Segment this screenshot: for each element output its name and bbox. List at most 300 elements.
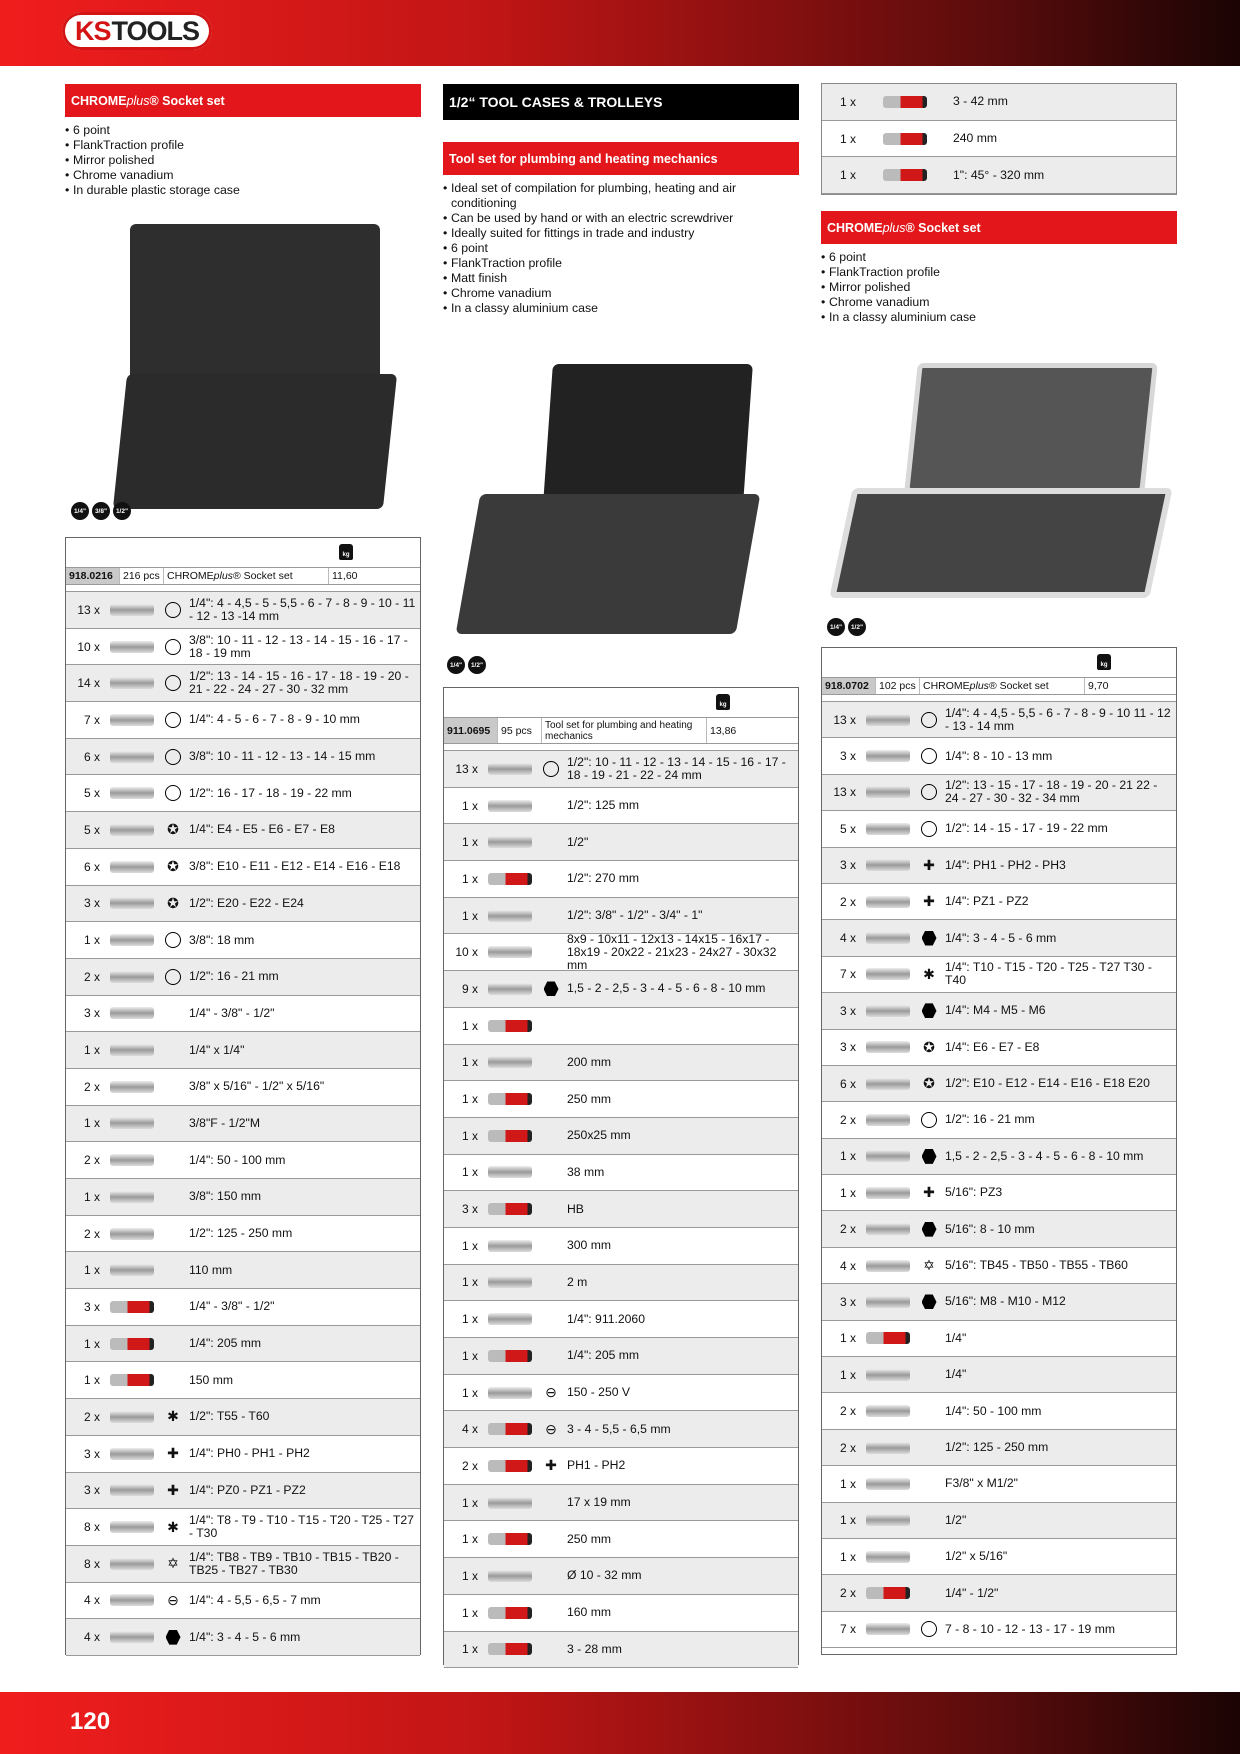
item-description: 5/16": TB45 - TB50 - TB55 - TB60 [945,1258,1128,1273]
table-row [66,812,420,849]
quantity: 5 x [839,821,856,836]
quantity: 3 x [839,1040,856,1055]
table-row [822,1175,1176,1211]
quantity: 2 x [839,1112,856,1127]
logo-tools: TOOLS [111,15,200,46]
tool-image [860,920,916,955]
table-row [822,1284,1176,1320]
tool-image [860,1357,916,1392]
feature-item: • Ideal set of compilation for plumbing, heating and air conditioning [443,181,799,211]
table-row [444,861,798,898]
quantity: 9 x [461,981,478,996]
article-number: 918.0216 [66,568,120,584]
item-description: 1/2" x 5/16" [945,1549,1008,1564]
tool-image [482,1558,538,1594]
profile-icon [916,1112,942,1128]
quantity: 3 x [83,1006,100,1021]
item-description: 1/4" - 3/8" - 1/2" [189,1005,275,1020]
profile-icon: ✪ [167,858,179,875]
table-row [822,1139,1176,1175]
tool-image [104,739,160,775]
quantity: 1 x [839,168,856,183]
tool-image [482,1338,538,1374]
tool-image [482,898,538,934]
tool-image [860,157,950,193]
product-table-918-0702 [821,647,1177,1655]
quantity: 3 x [839,858,856,873]
section-banner [65,84,421,117]
tool-image [104,1032,160,1068]
banner-brand: CHROME [71,93,127,108]
item-description: 250 mm [567,1091,612,1106]
table-header [444,688,798,718]
table-row [444,1191,798,1228]
profile-icon [916,1149,942,1164]
tool-image [860,1503,916,1538]
drive-badge: 1/2" [848,618,866,636]
table-row [444,1448,798,1485]
table-row [444,1228,798,1265]
item-description: 1/4": 205 mm [189,1336,262,1351]
tool-image [482,1228,538,1264]
quantity: 1 x [83,1043,100,1058]
tool-image [482,1191,538,1227]
table-row [66,959,420,996]
quantity: 1 x [461,835,478,850]
item-description: 1/2" [567,834,589,849]
quantity: 10 x [455,945,478,960]
table-row [66,996,420,1033]
tool-image [104,1473,160,1509]
table-row [66,1216,420,1253]
drive-badge: 1/2" [113,502,131,520]
table-row [66,1509,420,1546]
profile-icon: ✡ [923,1257,935,1274]
tool-image [860,1175,916,1210]
quantity: 3 x [461,1202,478,1217]
item-description: 1/4": 4 - 4,5 - 5 - 5,5 - 6 - 7 - 8 - 9 - 10 - 11 - 12 - 13 -14 mm [189,595,416,623]
item-description: 38 mm [567,1164,605,1179]
item-description: 1/4": PZ0 - PZ1 - PZ2 [189,1482,306,1497]
profile-icon [160,749,186,765]
profile-icon: ✚ [923,1184,935,1201]
quantity: 2 x [83,1226,100,1241]
table-row [444,1301,798,1338]
drive-badge: 3/8" [92,502,110,520]
tool-image [482,1521,538,1557]
quantity: 1 x [461,1532,478,1547]
table-row [66,1473,420,1510]
product-photo [120,224,395,514]
column-socket-set-216 [65,84,421,515]
feature-list [821,250,1177,325]
profile-icon: ✡ [167,1555,179,1572]
brand-logo [62,12,212,50]
tool-image [482,1045,538,1081]
profile-icon [916,1621,942,1637]
quantity: 1 x [461,1568,478,1583]
profile-icon [160,932,186,948]
tool-image [482,788,538,824]
tool-image [482,1301,538,1337]
tool-image [860,1139,916,1174]
quantity: 6 x [83,859,100,874]
feature-item: • In a classy aluminium case [821,310,1177,325]
tool-image [860,1612,916,1647]
quantity: 6 x [839,1076,856,1091]
item-description: 160 mm [567,1605,612,1620]
quantity: 7 x [839,967,856,982]
feature-item: • In durable plastic storage case [65,183,421,198]
item-description: 1/4": 4 - 5,5 - 6,5 - 7 mm [189,1592,321,1607]
quantity: 1 x [461,1385,478,1400]
tool-image [104,1436,160,1472]
feature-item: • Chrome vanadium [821,295,1177,310]
tool-image [104,1583,160,1619]
quantity: 1 x [461,1495,478,1510]
continued-rows [821,83,1177,195]
logo-ks: KS [74,15,111,46]
quantity: 1 x [83,1189,100,1204]
item-description: 250 mm [567,1531,612,1546]
profile-icon: ✚ [923,856,935,873]
piece-count: 102 pcs [876,678,920,694]
table-row [66,702,420,739]
tool-image [860,775,916,810]
table-row [66,775,420,812]
weight-value: 13,86 [710,724,737,737]
table-row [444,1595,798,1632]
item-description: 1/4": 3 - 4 - 5 - 6 mm [189,1629,301,1644]
tool-image [860,121,950,157]
table-row [66,665,420,702]
quantity: 1 x [839,1331,856,1346]
item-description: 3/8"F - 1/2"M [189,1115,260,1130]
weight-value: 11,60 [332,570,358,582]
item-description: 8x9 - 10x11 - 12x13 - 14x15 - 16x17 - 18x19 - 20x22 - 21x23 - 24x27 - 30x32 mm [567,931,777,972]
item-description: 300 mm [567,1238,612,1253]
weight-icon: kg [339,544,353,560]
item-description: 1/4" [945,1367,967,1382]
item-description: 150 - 250 V [567,1385,631,1400]
section-banner [821,211,1177,244]
tool-image [104,886,160,922]
quantity: 1 x [461,798,478,813]
item-description: 5/16": M8 - M10 - M12 [945,1294,1066,1309]
table-row [822,121,1176,158]
item-description: 1/4": E4 - E5 - E6 - E7 - E8 [189,822,335,837]
component-rows [66,592,420,1656]
table-row [822,1466,1176,1502]
drive-badges [827,618,866,636]
tool-image [860,1102,916,1137]
item-description: 1/2": 3/8" - 1/2" - 3/4" - 1" [567,908,703,923]
item-description: 1/4": 50 - 100 mm [945,1403,1042,1418]
table-row [66,1583,420,1620]
item-description: 240 mm [953,131,998,146]
item-description: 1/2": 10 - 11 - 12 - 13 - 14 - 15 - 16 - 17 - 18 - 19 - 21 - 22 - 24 mm [567,754,786,782]
profile-icon: ✚ [923,893,935,910]
table-row [822,1030,1176,1066]
feature-item: • Can be used by hand or with an electric screwdriver [443,211,799,226]
article-number: 911.0695 [444,718,498,743]
item-description: 3/8": 10 - 11 - 12 - 13 - 14 - 15 mm [189,749,376,764]
tool-image [860,1321,916,1356]
table-row [66,739,420,776]
table-row [444,931,798,972]
quantity: 5 x [83,786,100,801]
tool-image [104,702,160,738]
product-name: CHROME plus ® Socket set [920,678,1085,694]
table-row [66,629,420,666]
column-plumbing-set [443,84,799,669]
table-row [822,1102,1176,1138]
page-header [0,0,1240,66]
item-description: 1/4": 205 mm [567,1348,640,1363]
quantity: 8 x [83,1520,100,1535]
tool-image [104,1326,160,1362]
tool-image [104,665,160,701]
quantity: 1 x [839,1549,856,1564]
quantity: 2 x [839,894,856,909]
tool-image [104,1399,160,1435]
drive-badge: 1/2" [468,656,486,674]
quantity: 13 x [833,712,856,727]
item-description: 250x25 mm [567,1128,631,1143]
product-photo [841,363,1166,683]
table-row [444,1008,798,1045]
item-description: 1": 45° - 320 mm [953,167,1045,182]
table-row [822,1430,1176,1466]
tool-image [482,1375,538,1411]
quantity: 2 x [461,1458,478,1473]
profile-icon [916,931,942,946]
quantity: 4 x [83,1630,100,1645]
feature-item: • 6 point [65,123,421,138]
item-description: 3/8": 150 mm [189,1189,262,1204]
table-row [444,1081,798,1118]
profile-icon [160,602,186,618]
quantity: 2 x [83,1079,100,1094]
piece-count: 216 pcs [120,568,164,584]
table-row [444,751,798,788]
profile-icon [160,712,186,728]
table-row [66,1106,420,1143]
quantity: 2 x [83,969,100,984]
item-description: 1/4": TB8 - TB9 - TB10 - TB15 - TB20 - TB25 - TB27 - TB30 [189,1549,399,1577]
table-row [822,84,1176,121]
item-description: 1/4": T10 - T15 - T20 - T25 - T27 T30 - T40 [945,960,1152,988]
table-row [66,1326,420,1363]
quantity: 13 x [455,761,478,776]
quantity: 1 x [83,1263,100,1278]
table-row [822,738,1176,774]
quantity: 3 x [83,896,100,911]
table-row [444,1118,798,1155]
tool-image [104,922,160,958]
banner-plus: plus [126,93,150,108]
tool-image [104,629,160,665]
item-description: 1/2": 16 - 17 - 18 - 19 - 22 mm [189,785,352,800]
profile-icon: ✱ [167,1408,179,1425]
table-row [822,884,1176,920]
quantity: 3 x [83,1299,100,1314]
item-description: 3/8" x 5/16" - 1/2" x 5/16" [189,1079,325,1094]
quantity: 1 x [839,131,856,146]
table-row [66,1289,420,1326]
section-title: 1/2“ TOOL CASES & TROLLEYS [443,84,799,120]
quantity: 5 x [83,822,100,837]
table-row [822,957,1176,993]
tool-image [104,1106,160,1142]
item-description: 1/4": 50 - 100 mm [189,1152,286,1167]
quantity: 1 x [461,1092,478,1107]
table-row [66,1362,420,1399]
profile-icon [160,969,186,985]
quantity: 1 x [461,908,478,923]
profile-icon: ✱ [923,965,935,982]
quantity: 1 x [461,1018,478,1033]
quantity: 10 x [77,639,100,654]
table-row [822,848,1176,884]
profile-icon: ✪ [167,821,179,838]
section-banner: Tool set for plumbing and heating mechanics [443,142,799,175]
quantity: 1 x [461,1312,478,1327]
profile-icon [160,675,186,691]
quantity: 8 x [83,1556,100,1571]
feature-item: • 6 point [821,250,1177,265]
profile-icon [916,821,942,837]
table-row [822,702,1176,738]
feature-item: • Chrome vanadium [443,286,799,301]
tool-image [860,957,916,992]
drive-badges [71,502,131,520]
table-row [66,1619,420,1656]
table-row [822,811,1176,847]
tool-image [860,1575,916,1610]
quantity: 1 x [839,1367,856,1382]
table-row [66,1546,420,1583]
tool-image [482,751,538,787]
table-row [822,1539,1176,1575]
profile-icon: ✪ [167,894,179,911]
item-description: 150 mm [189,1372,234,1387]
item-description: 200 mm [567,1054,612,1069]
tool-image [104,775,160,811]
item-description: 3/8": 18 mm [189,932,255,947]
product-photo [468,364,768,664]
item-description: 1/2": 14 - 15 - 17 - 19 - 22 mm [945,821,1108,836]
table-row [444,824,798,861]
item-description: 1/4" [945,1330,967,1345]
feature-item: • FlankTraction profile [65,138,421,153]
item-description: 1,5 - 2 - 2,5 - 3 - 4 - 5 - 6 - 8 - 10 mm [567,981,766,996]
quantity: 4 x [83,1593,100,1608]
item-description: 1/4": E6 - E7 - E8 [945,1039,1040,1054]
quantity: 2 x [83,1409,100,1424]
quantity: 3 x [839,1003,856,1018]
drive-badge: 1/4" [71,502,89,520]
table-header [822,648,1176,678]
product-row [822,678,1176,695]
quantity: 1 x [461,1605,478,1620]
item-description: 1/4": PZ1 - PZ2 [945,894,1029,909]
table-row [822,1612,1176,1648]
item-description: Ø 10 - 32 mm [567,1568,642,1583]
table-row [444,1338,798,1375]
item-description: 1/2": 270 mm [567,871,640,886]
tool-image [860,884,916,919]
tool-image [482,971,538,1007]
item-description: 1/2": 125 - 250 mm [189,1226,293,1241]
quantity: 7 x [83,712,100,727]
item-description: 5/16": PZ3 [945,1185,1003,1200]
item-description: 1/4": PH0 - PH1 - PH2 [189,1446,310,1461]
drive-badge: 1/4" [447,656,465,674]
product-table-918-0216 [65,537,421,1655]
article-number: 918.0702 [822,678,876,694]
component-rows [822,702,1176,1648]
profile-icon: ⊖ [167,1591,179,1608]
product-name: Tool set for plumbing and heating mechanics [542,718,707,743]
weight-icon: kg [1097,654,1111,670]
table-row [66,1399,420,1436]
feature-item: • Mirror polished [65,153,421,168]
tool-image [860,1539,916,1574]
table-row [822,993,1176,1029]
table-row [822,1357,1176,1393]
weight-value: 9,70 [1088,680,1109,692]
tool-image [104,959,160,995]
quantity: 6 x [83,749,100,764]
table-row [444,1045,798,1082]
item-description: PH1 - PH2 [567,1458,626,1473]
banner-rest: ® Socket set [149,93,225,108]
feature-item: • FlankTraction profile [821,265,1177,280]
tool-image [482,1485,538,1521]
quantity: 1 x [461,1348,478,1363]
feature-item: • Mirror polished [821,280,1177,295]
feature-item: • 6 point [443,241,799,256]
quantity: 2 x [83,1153,100,1168]
quantity: 2 x [839,1404,856,1419]
profile-icon [916,748,942,764]
table-row [444,898,798,935]
table-row [822,1321,1176,1357]
table-row [66,1069,420,1106]
tool-image [860,702,916,737]
table-row [444,788,798,825]
table-row [444,1375,798,1412]
item-description: 1/2": 13 - 14 - 15 - 16 - 17 - 18 - 19 - 20 - 21 - 22 - 24 - 27 - 30 - 32 mm [189,669,409,697]
tool-image [104,1216,160,1252]
profile-icon [538,761,564,777]
tool-image [860,1248,916,1283]
item-description: 1/4": 8 - 10 - 13 mm [945,748,1053,763]
item-description: 17 x 19 mm [567,1495,631,1510]
profile-icon [160,1630,186,1645]
profile-icon [916,784,942,800]
tool-image [104,1142,160,1178]
quantity: 3 x [83,1446,100,1461]
table-row [66,1142,420,1179]
quantity: 1 x [839,94,856,109]
item-description: 3 - 28 mm [567,1641,622,1656]
feature-item: • Chrome vanadium [65,168,421,183]
item-description: 3/8": E10 - E11 - E12 - E14 - E16 - E18 [189,859,401,874]
tool-image [104,849,160,885]
item-description: HB [567,1201,584,1216]
